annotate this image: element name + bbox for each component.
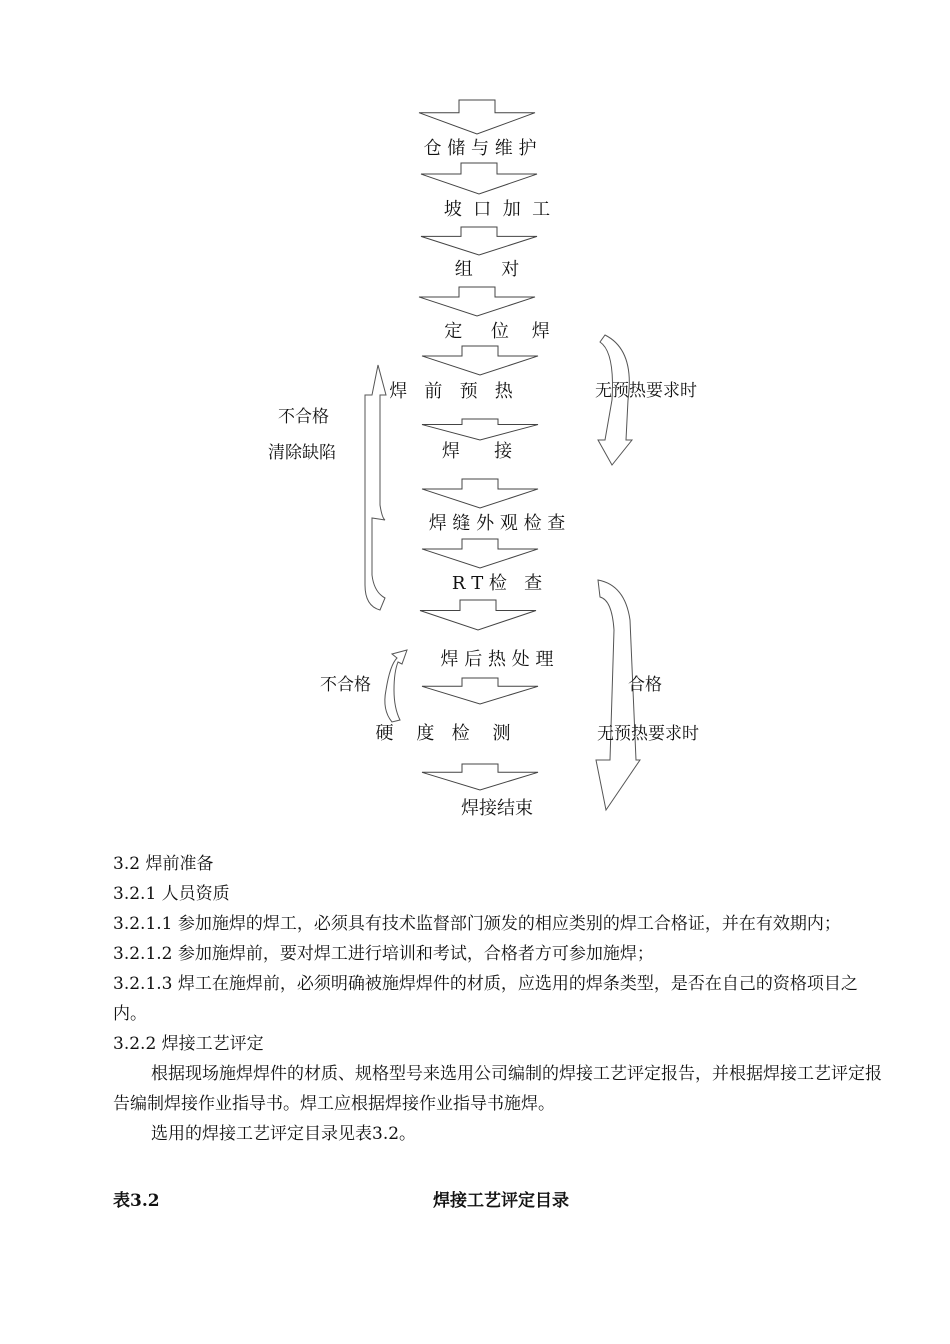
down-arrow-connector xyxy=(422,346,538,375)
table-title: 焊接工艺评定目录 xyxy=(433,1191,569,1211)
flow-step-visual-inspection: 焊 缝 外 观 检 查 xyxy=(428,513,566,534)
down-arrow-connector xyxy=(422,764,538,790)
label-no-preheat-top: 无预热要求时 xyxy=(595,381,697,401)
label-no-preheat-bottom: 无预热要求时 xyxy=(597,724,699,744)
section-body xyxy=(113,849,883,1149)
paragraph-procedure-qualification: 根据现场施焊焊件的材质、规格型号来选用公司编制的焊接工艺评定报告，并根据焊接工艺评定报告编制焊接作业指导书。焊工应根据焊接作业指导书施焊。 xyxy=(113,1064,882,1114)
loop-arrow-hardness xyxy=(385,650,407,722)
down-arrow-connector xyxy=(420,600,536,630)
clause-3-2-1-3: 3.2.1.3 焊工在施焊前，必须明确被施焊焊件的材质，应选用的焊条类型，是否在自己的资格项目之内。 xyxy=(113,974,858,1024)
label-fail-top: 不合格 xyxy=(278,407,329,427)
down-arrow-connector xyxy=(422,479,538,508)
clause-3-2-1-2: 3.2.1.2 参加施焊前，要对焊工进行培训和考试，合格者方可参加施焊； xyxy=(113,944,654,964)
loop-arrow-rework xyxy=(365,365,386,610)
heading-3-2-1: 3.2.1 人员资质 xyxy=(113,884,230,904)
flow-step-end: 焊接结束 xyxy=(461,798,533,819)
down-arrow-connector xyxy=(421,163,537,194)
down-arrow-connector xyxy=(422,419,538,440)
paragraph-table-reference: 选用的焊接工艺评定目录见表3.2。 xyxy=(151,1124,417,1144)
label-clear-defect: 清除缺陷 xyxy=(268,443,336,463)
label-pass: 合格 xyxy=(628,675,662,695)
heading-3-2: 3.2 焊前准备 xyxy=(113,854,214,874)
table-caption xyxy=(113,1186,883,1216)
clause-3-2-1-1: 3.2.1.1 参加施焊的焊工，必须具有技术监督部门颁发的相应类别的焊工合格证，并在有效期内； xyxy=(113,914,841,934)
flow-step-rt-inspection: R T 检 查 xyxy=(451,573,543,594)
flow-step-fit-up: 组 对 xyxy=(454,259,520,280)
down-arrow-connector xyxy=(422,678,538,704)
flow-step-welding: 焊 接 xyxy=(441,441,513,462)
flow-step-hardness-test: 硬 度 检 测 xyxy=(375,723,511,744)
heading-3-2-2: 3.2.2 焊接工艺评定 xyxy=(113,1034,264,1054)
down-arrow-connector xyxy=(419,287,535,316)
flow-step-storage: 仓 储 与 维 护 xyxy=(423,138,537,159)
flow-step-preheat: 焊 前 预 热 xyxy=(389,381,513,402)
label-fail-bottom: 不合格 xyxy=(320,675,371,695)
table-number: 表3.2 xyxy=(113,1191,160,1211)
down-arrow-connector xyxy=(419,100,535,134)
down-arrow-connector xyxy=(421,227,537,255)
flow-step-groove-machining: 坡 口 加 工 xyxy=(443,199,551,220)
flow-step-pwht: 焊 后 热 处 理 xyxy=(440,649,554,670)
down-arrow-connector xyxy=(422,539,538,568)
flow-step-tack-weld: 定 位 焊 xyxy=(444,321,550,342)
